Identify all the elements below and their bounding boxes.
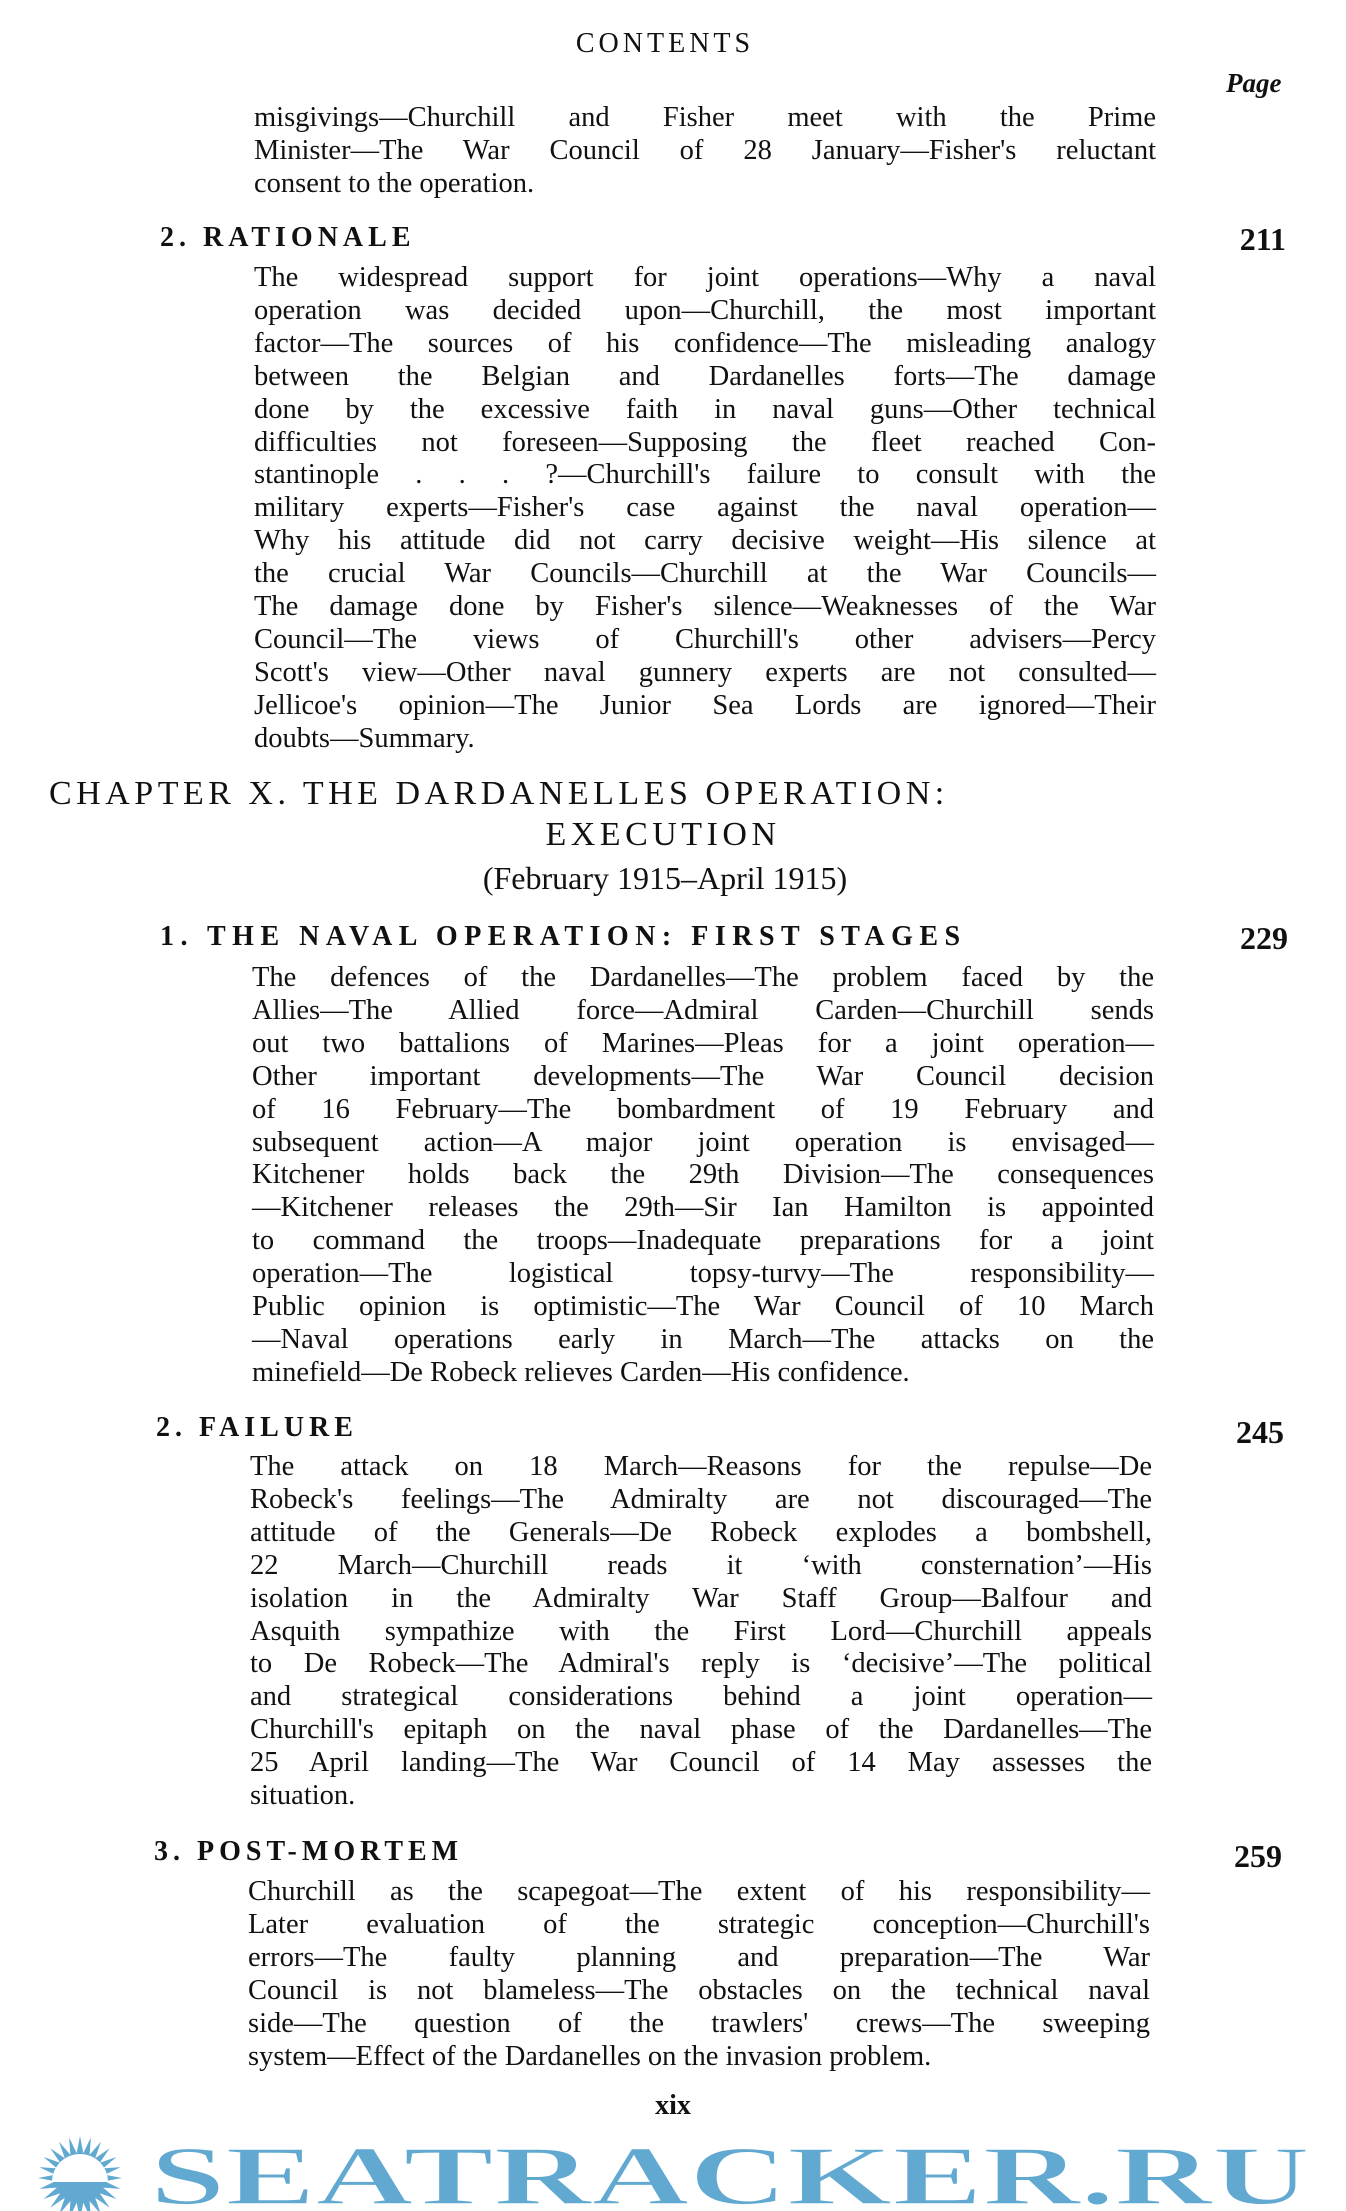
summary-line: the crucial War Councils—Churchill at the War Councils— [254,558,1156,590]
summary-line: done by the excessive faith in naval guns—Other technical [254,393,1156,425]
summary-line: system—Effect of the Dardanelles on the invasion problem. [248,2040,932,2072]
summary-line: —Kitchener releases the 29th—Sir Ian Hamilton is appointed [252,1192,1154,1224]
summary-line: factor—The sources of his confidence—The misleading analogy [254,327,1156,359]
chapter-subheading: EXECUTION [545,816,781,853]
watermark-logo [0,2134,1346,2211]
page-folio: xix [655,2090,691,2121]
summary-line: out two battalions of Marines—Pleas for a joint operation— [252,1027,1154,1059]
summary-line: Robeck's feelings—The Admiralty are not discouraged—The [250,1483,1152,1515]
section-page-number: 245 [1236,1414,1284,1450]
section-summary-paragraph [254,262,1156,756]
summary-line: Other important developments—The War Council decision [252,1060,1154,1092]
summary-line: of 16 February—The bombardment of 19 February and [252,1093,1154,1125]
summary-line: side—The question of the trawlers' crews—The sweeping [248,2007,1150,2039]
summary-line: Scott's view—Other naval gunnery experts are not consulted— [254,656,1156,688]
summary-line: 22 March—Churchill reads it ‘with consternation’—His [250,1549,1152,1581]
section-heading-failure: 2. FAILURE [156,1412,358,1443]
section-summary-paragraph [252,962,1154,1390]
section-page-number: 211 [1239,221,1286,257]
summary-line: Why his attitude did not carry decisive weight—His silence at [254,525,1156,557]
summary-line: The attack on 18 March—Reasons for the repulse—De [250,1451,1152,1482]
summary-line: Kitchener holds back the 29th Division—The consequences [252,1159,1154,1191]
sunburst-icon [38,2136,122,2211]
summary-line: The damage done by Fisher's silence—Weaknesses of the War [254,591,1156,623]
summary-line: Asquith sympathize with the First Lord—Churchill appeals [250,1615,1152,1647]
section-page-number: 229 [1240,920,1288,956]
section-page-number: 259 [1234,1838,1282,1874]
svg-text:SEATRACKER.RU: SEATRACKER.RU [150,2134,1310,2211]
summary-line: consent to the operation. [254,167,535,199]
summary-line: The defences of the Dardanelles—The problem faced by the [252,962,1154,993]
summary-line: to De Robeck—The Admiral's reply is ‘decisive’—The political [250,1648,1152,1680]
chapter-dates: (February 1915–April 1915) [482,860,848,896]
summary-line: to command the troops—Inadequate preparations for a joint [252,1225,1154,1257]
summary-line: military experts—Fisher's case against the naval operation— [254,492,1156,524]
summary-line: stantinople . . . ?—Churchill's failure to consult with the [254,459,1156,491]
summary-line: Council—The views of Churchill's other advisers—Percy [254,623,1156,655]
section-heading-naval-operation: 1. THE NAVAL OPERATION: FIRST STAGES [160,921,967,952]
chapter-heading: CHAPTER X. THE DARDANELLES OPERATION: [49,775,949,812]
page-column-label: Page [1226,68,1282,98]
summary-line: and strategical considerations behind a joint operation— [250,1681,1152,1713]
summary-line: minefield—De Robeck relieves Carden—His confidence. [252,1356,910,1388]
summary-line: misgivings—Churchill and Fisher meet with the Prime [254,102,1156,133]
summary-line: Council is not blameless—The obstacles on the technical naval [248,1974,1150,2006]
summary-line: between the Belgian and Dardanelles forts—The damage [254,360,1156,392]
summary-line: Minister—The War Council of 28 January—Fisher's reluctant [254,134,1156,166]
section-heading-post-mortem: 3. POST-MORTEM [154,1836,464,1867]
summary-line: Allies—The Allied force—Admiral Carden—Churchill sends [252,994,1154,1026]
summary-line: errors—The faulty planning and preparation—The War [248,1941,1150,1973]
summary-line: Jellicoe's opinion—The Junior Sea Lords are ignored—Their [254,689,1156,721]
summary-line: difficulties not foreseen—Supposing the fleet reached Con- [254,426,1156,458]
summary-line: Public opinion is optimistic—The War Council of 10 March [252,1291,1154,1323]
section-heading-rationale: 2. RATIONALE [160,222,416,253]
summary-line: 25 April landing—The War Council of 14 May assesses the [250,1747,1152,1779]
summary-line: The widespread support for joint operations—Why a naval [254,262,1156,293]
summary-line: doubts—Summary. [254,722,475,754]
section-summary-paragraph [250,1451,1152,1813]
summary-line: operation was decided upon—Churchill, the most important [254,294,1156,326]
summary-line: attitude of the Generals—De Robeck explodes a bombshell, [250,1516,1152,1548]
summary-line: Churchill's epitaph on the naval phase of the Dardanelles—The [250,1714,1152,1746]
page-title: CONTENTS [575,28,755,59]
summary-line: subsequent action—A major joint operation is envisaged— [252,1126,1154,1158]
section-summary-paragraph [248,1876,1150,2073]
continuation-paragraph [254,102,1156,201]
summary-line: operation—The logistical topsy-turvy—The responsibility— [252,1258,1154,1290]
summary-line: isolation in the Admiralty War Staff Group—Balfour and [250,1582,1152,1614]
summary-line: —Naval operations early in March—The attacks on the [252,1323,1154,1355]
summary-line: Later evaluation of the strategic conception—Churchill's [248,1908,1150,1940]
summary-line: Churchill as the scapegoat—The extent of his responsibility— [248,1876,1150,1907]
summary-line: situation. [250,1780,356,1812]
